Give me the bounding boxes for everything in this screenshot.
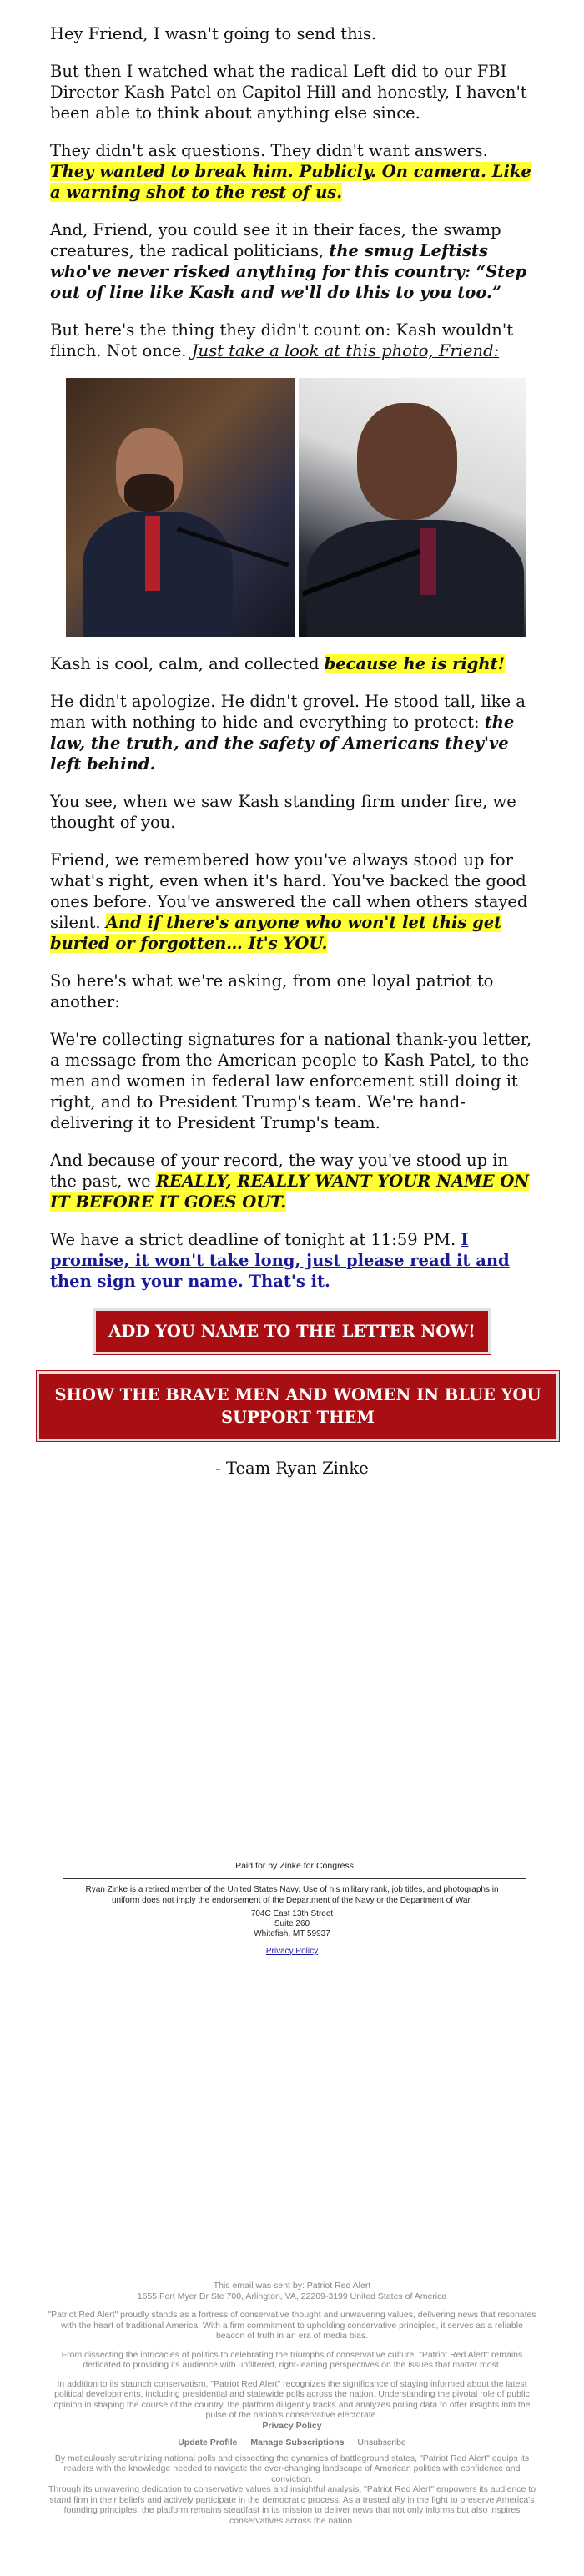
sender-address: 1655 Fort Myer Dr Ste 700, Arlington, VA, 22209-3199 United States of America (137, 2291, 447, 2301)
sent-by: This email was sent by: Patriot Red Alert (213, 2281, 371, 2291)
legal-disclaimer: Ryan Zinke is a retired member of the United States Navy. Use of his military rank, job titles, and photographs in uniform does not imply the endorsement of the Department of the Navy or the Department of War. (85, 1885, 499, 1905)
paragraph-text: But here's the thing they didn't count on: Kash wouldn't flinch. Not once. (50, 320, 514, 360)
email-body (50, 23, 541, 1495)
footer-para-2: From dissecting the intricacies of politics to celebrating the triumphs of conservative culture, "Patriot Red Alert" remains dedicated to providing its audience with unfiltered, right-leaning perspectives on the issues that matter most. (61, 2349, 523, 2370)
paragraph-text: Kash is cool, calm, and collected (50, 654, 325, 673)
paragraph-text: He didn't apologize. He didn't grovel. He stood tall, like a man with nothing to hide and everything to protect: (50, 692, 526, 732)
emphasis-text: the smug Leftists who've never risked anything for this country: “Step out of line like Kash and we'll do this to you too.” (50, 241, 527, 302)
highlighted-text: And if there's anyone who won't let this get buried or forgotten… It's YOU. (50, 913, 502, 953)
highlighted-text: They wanted to break him. Publicly. On camera. Like a warning shot to the rest of us. (50, 162, 531, 202)
signoff: - Team Ryan Zinke (215, 1459, 369, 1478)
photo-left-kash (66, 378, 295, 637)
paragraph-asking (50, 970, 534, 1012)
paid-for-box: Paid for by Zinke for Congress (63, 1853, 526, 1879)
add-name-button[interactable]: ADD YOU NAME TO THE LETTER NOW! (93, 1308, 491, 1354)
greeting-text: Hey Friend, I wasn't going to send this. (50, 24, 377, 43)
support-blue-button[interactable]: SHOW THE BRAVE MEN AND WOMEN IN BLUE YOU SUPPORT THEM (37, 1371, 559, 1441)
footer-para-1: "Patriot Red Alert" proudly stands as a fortress of conservative thought and unwavering values, delivering news that resonates with the heart of traditional America. With a firm commitment to upholding conservative principles, it serves as a reliable beacon of truth in an era of media bias. (48, 2310, 536, 2341)
underlined-text: Just take a look at this photo, Friend: (191, 341, 500, 360)
paragraph-text: We're collecting signatures for a national thank-you letter, a message from the American people to Kash Patel, to the men and women in federal law enforcement still doing it right, and to President Trump's team. We're hand-delivering it to President Trump's team. (50, 1030, 532, 1132)
update-profile-link[interactable]: Update Profile (178, 2437, 238, 2447)
address-line: Suite 260 (274, 1919, 310, 1928)
footer-links (46, 2437, 538, 2448)
paragraph-text: So here's what we're asking, from one loyal patriot to another: (50, 971, 494, 1011)
footer-privacy-link[interactable]: Privacy Policy (262, 2420, 322, 2431)
paragraph-thought-of-you (50, 791, 534, 833)
paragraph-calm (50, 653, 534, 674)
paragraph-text: They didn't ask questions. They didn't want answers. (50, 141, 488, 160)
hearing-photo (66, 378, 526, 637)
greeting (50, 23, 534, 44)
highlighted-text: because he is right! (324, 654, 506, 673)
paragraph-deadline (50, 1229, 534, 1292)
paragraph-questions (50, 140, 534, 203)
paragraph-text: But then I watched what the radical Left did to our FBI Director Kash Patel on Capitol Hill and honestly, I haven't been able to think about anything else since. (50, 62, 527, 123)
paragraph-faces (50, 219, 534, 303)
paragraph-text: You see, when we saw Kash standing firm under fire, we thought of you. (50, 792, 516, 832)
highlighted-text: REALLY, REALLY WANT YOUR NAME ON IT BEFORE IT GOES OUT. (50, 1172, 530, 1212)
paragraph-signatures (50, 1029, 534, 1133)
footer-para-4: By meticulously scrutinizing national polls and dissecting the dynamics of battleground states, "Patriot Red Alert" equips its readers with the knowledge needed to navigate the ever-changing landscape of American politics with confidence and conviction. (54, 2452, 530, 2484)
address-line: Whitefish, MT 59937 (254, 1929, 330, 1938)
campaign-address (209, 1909, 375, 1939)
paragraph-text: And because of your record, the way you've stood up in the past, we (50, 1151, 509, 1191)
paragraph-record (50, 1150, 534, 1212)
footer-para-5: Through its unwavering dedication to conservative values and insightful analysis, "Patriot Red Alert" empowers its audience to stand firm in their beliefs and actively participate in the democratic process. As a trusted ally in the fight to preserve America's founding principles, the platform remains steadfast in its mission to deliver news that not only informs but also inspires conservatives across the nation. (48, 2484, 536, 2526)
paragraph-text: Friend, we remembered how you've always stood up for what's right, even when it's hard. You've backed the good ones before. You've answered the call when others stayed silent. (50, 850, 528, 932)
address-line: 704C East 13th Street (250, 1909, 334, 1918)
manage-subscriptions-link[interactable]: Manage Subscriptions (250, 2437, 345, 2447)
photo-right-senator (299, 378, 527, 637)
privacy-policy-link[interactable]: Privacy Policy (265, 1947, 319, 1956)
footer (46, 2281, 538, 2534)
unsubscribe-link[interactable]: Unsubscribe (357, 2437, 406, 2447)
paragraph-text: We have a strict deadline of tonight at 11:59 PM. (50, 1230, 461, 1249)
emphasis-text: the law, the truth, and the safety of Americans they've left behind. (50, 713, 515, 774)
paragraph-remembered (50, 849, 534, 954)
sign-link[interactable]: I promise, it won't take long, just please read it and then sign your name. That's it. (50, 1230, 510, 1291)
paragraph-apologize (50, 691, 534, 774)
paragraph-text: And, Friend, you could see it in their faces, the swamp creatures, the radical politicians, (50, 220, 501, 260)
paragraph-intro (50, 61, 534, 124)
footer-para-3: In addition to its staunch conservatism, "Patriot Red Alert" recognizes the significance of staying informed about the latest political developments, including presidential and statewide polls across the nation. Understanding the pivotal role of public opinion in shaping the course of the country, the platform diligently tracks and analyzes polling data to offer insights into the pulse of the nation's conservative electorate. (53, 2378, 531, 2420)
paragraph-flinch (50, 320, 534, 361)
